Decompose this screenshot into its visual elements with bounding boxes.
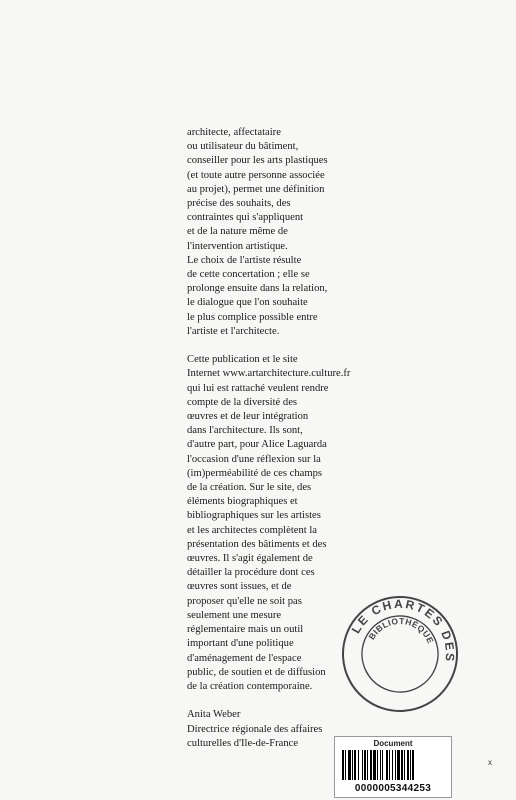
barcode-number: 0000005344253 [354, 783, 432, 794]
barcode-bar [397, 750, 400, 780]
corner-mark: x [488, 758, 492, 767]
text-line: et de la nature même de [187, 226, 288, 238]
barcode-bar [377, 750, 378, 780]
barcode-bar [412, 750, 414, 780]
barcode-bar [362, 750, 363, 780]
text-line: l'artiste et l'architecte. [187, 325, 280, 337]
barcode-bar [392, 750, 393, 780]
barcode-bar [404, 750, 405, 780]
barcode-bar [380, 750, 381, 780]
barcode-bar [407, 750, 409, 780]
text-line: le dialogue que l'on souhaite [187, 297, 308, 309]
barcode-bar [370, 750, 372, 780]
text-line: Cette publication et le site [187, 354, 298, 366]
barcode-icon [342, 750, 444, 780]
text-line: précise des souhaits, des [187, 198, 291, 210]
text-line: œuvres. Il s'agit également de [187, 553, 313, 565]
text-line: ou utilisateur du bâtiment, [187, 141, 299, 153]
text-line: public, de soutien et de diffusion [187, 666, 326, 678]
text-line: d'autre part, pour Alice Laguarda [187, 439, 327, 451]
stamp-outer-text: LE CHARTES DES [348, 596, 458, 664]
barcode-bar [395, 750, 396, 780]
barcode-bar [342, 750, 344, 780]
barcode-bar [364, 750, 366, 780]
text-line: l'intervention artistique. [187, 240, 288, 252]
text-line: détailler la procédure dont ces [187, 567, 315, 579]
text-line: (im)perméabilité de ces champs [187, 467, 323, 479]
text-line: prolonge ensuite dans la relation, [187, 283, 328, 295]
barcode-bar [410, 750, 411, 780]
signature-title-line-1: Directrice régionale des affaires [187, 723, 323, 735]
text-line: au projet), permet une définition [187, 183, 325, 195]
text-line: contraintes qui s'appliquent [187, 212, 304, 224]
barcode-label [334, 736, 452, 798]
text-line: le plus complice possible entre [187, 311, 318, 323]
barcode-bar [352, 750, 353, 780]
text-line: l'occasion d'une réflexion sur la [187, 453, 321, 465]
text-line: seulement une mesure [187, 609, 282, 621]
text-line: dans l'architecture. Ils sont, [187, 425, 303, 437]
text-line: architecte, affectataire [187, 127, 281, 138]
text-line: (et toute autre personne associée [187, 169, 325, 181]
signature-title-line-2: culturelles d'Ile-de-France [187, 737, 299, 749]
text-line: éléments biographiques et [187, 496, 298, 508]
text-line: de la création contemporaine. [187, 680, 313, 692]
barcode-bar [354, 750, 356, 780]
barcode-bar [358, 750, 359, 780]
text-line: présentation des bâtiments et des [187, 538, 327, 550]
text-line: qui lui est rattaché veulent rendre [187, 382, 329, 394]
text-line: important d'une politique [187, 638, 294, 650]
text-line: proposer qu'elle ne soit pas [187, 595, 302, 607]
barcode-bar [401, 750, 403, 780]
text-line: réglementaire mais un outil [187, 624, 304, 636]
text-line: d'aménagement de l'espace [187, 652, 302, 664]
text-line: compte de la diversité des [187, 396, 298, 408]
text-line: conseiller pour les arts plastiques [187, 155, 328, 167]
text-line: Internet www.artarchitecture.culture.fr [187, 368, 351, 380]
paragraph-1 [187, 126, 377, 339]
text-line: œuvres sont issues, et de [187, 581, 292, 593]
signature-name: Anita Weber [187, 709, 241, 721]
barcode-bar [367, 750, 368, 780]
text-line: bibliographiques sur les artistes [187, 510, 321, 522]
barcode-bar [389, 750, 390, 780]
barcode-bar [386, 750, 388, 780]
text-line: de la création. Sur le site, des [187, 482, 312, 494]
barcode-bar [345, 750, 346, 780]
barcode-bar [373, 750, 376, 780]
text-line: et les architectes complètent la [187, 524, 318, 536]
stamp-inner-text: BIBLIOTHÈQUE [366, 615, 436, 646]
barcode-bar [348, 750, 351, 780]
text-line: de cette concertation ; elle se [187, 269, 310, 281]
barcode-title: Document [373, 739, 413, 748]
barcode-bar [382, 750, 383, 780]
text-line: Le choix de l'artiste résulte [187, 254, 302, 266]
text-line: œuvres et de leur intégration [187, 411, 309, 423]
